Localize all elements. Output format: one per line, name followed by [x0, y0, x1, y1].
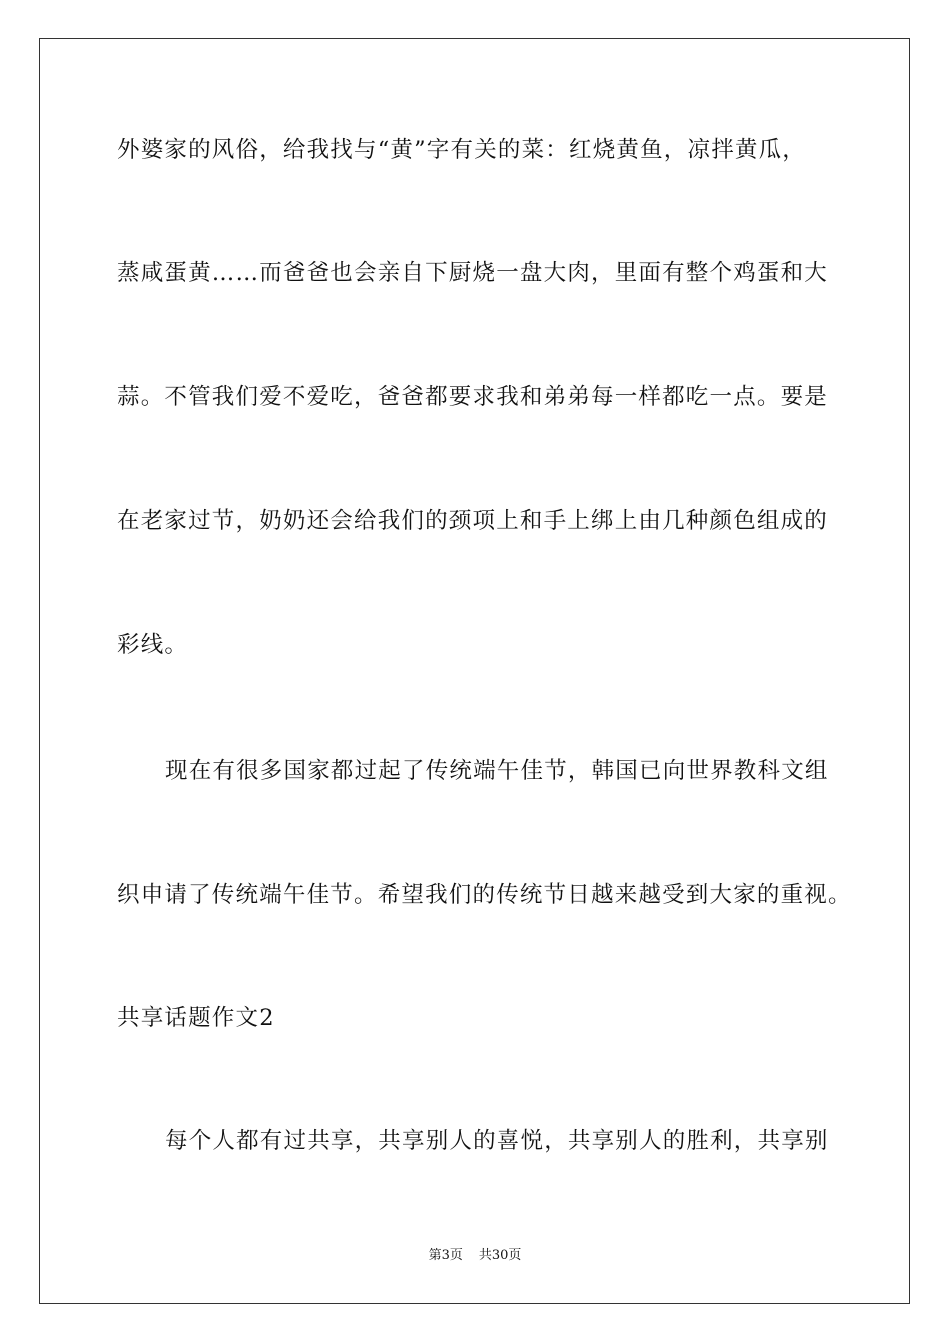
body-line-7: 织申请了传统端午佳节。希望我们的传统节日越来越受到大家的重视。 [117, 882, 852, 908]
page-total: 共30页 [478, 1248, 522, 1263]
body-line-3: 蒜。不管我们爱不爱吃，爸爸都要求我和弟弟每一样都吃一点。要是 [117, 384, 829, 410]
body-line-1: 外婆家的风俗，给我找与“黄”字有关的菜：红烧黄鱼，凉拌黄瓜， [117, 137, 807, 163]
section-heading: 共享话题作文2 [117, 1005, 275, 1031]
body-line-4: 在老家过节，奶奶还会给我们的颈项上和手上绑上由几种颜色组成的 [117, 508, 829, 534]
body-line-2: 蒸咸蛋黄……而爸爸也会亲自下厨烧一盘大肉，里面有整个鸡蛋和大 [117, 260, 829, 286]
body-line-9: 每个人都有过共享，共享别人的喜悦，共享别人的胜利，共享别 [165, 1128, 829, 1154]
page-number: 第3页 [428, 1248, 463, 1263]
page-footer [0, 1247, 950, 1265]
body-line-5: 彩线。 [117, 632, 189, 658]
page-frame [39, 38, 910, 1304]
body-line-6: 现在有很多国家都过起了传统端午佳节，韩国已向世界教科文组 [165, 758, 829, 784]
